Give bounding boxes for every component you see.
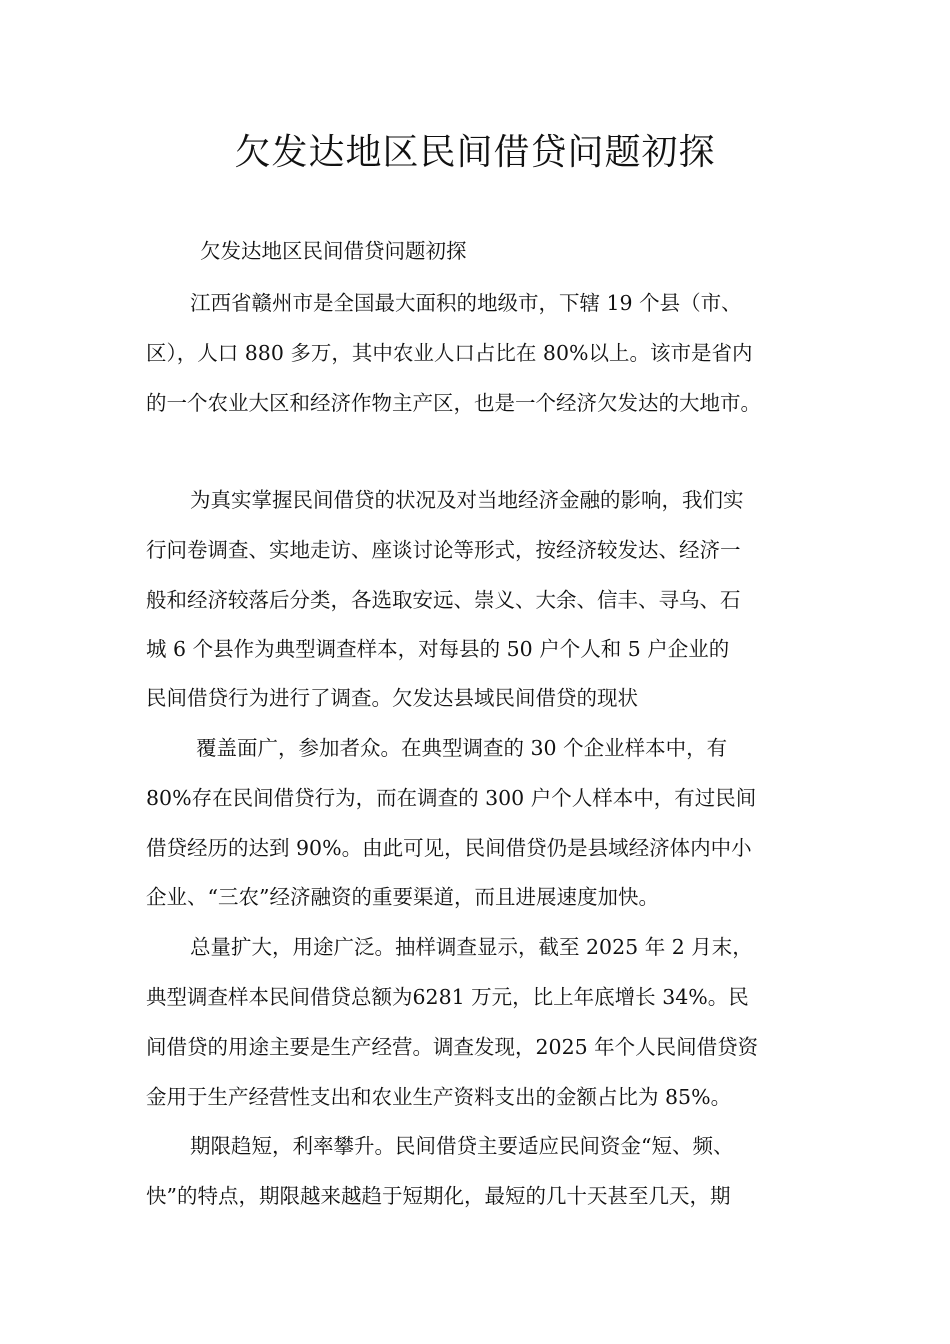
document-title: 欠发达地区民间借贷问题初探 [234, 132, 716, 173]
paragraph-line: 般和经济较落后分类，各选取安远、崇义、大余、信丰、寻乌、石 [146, 588, 741, 612]
paragraph-line: 区），人口 880 多万，其中农业人口占比在 80%以上。该市是省内 [146, 341, 753, 365]
paragraph-line: 80%存在民间借贷行为，而在调查的 300 户个人样本中，有过民间 [146, 786, 757, 810]
paragraph-line: 间借贷的用途主要是生产经营。调查发现，2025 年个人民间借贷资 [146, 1035, 759, 1059]
paragraph-line: 民间借贷行为进行了调查。欠发达县域民间借贷的现状 [146, 686, 638, 710]
paragraph-line: 快”的特点，期限越来越趋于短期化，最短的几十天甚至几天，期 [146, 1184, 731, 1208]
paragraph-line: 覆盖面广，参加者众。在典型调查的 30 个企业样本中，有 [196, 736, 728, 760]
paragraph-line: 为真实掌握民间借贷的状况及对当地经济金融的影响，我们实 [190, 488, 744, 512]
paragraph-line: 期限趋短，利率攀升。民间借贷主要适应民间资金“短、频、 [190, 1134, 734, 1158]
subtitle-line: 欠发达地区民间借贷问题初探 [200, 239, 467, 263]
paragraph-line: 行问卷调查、实地走访、座谈讨论等形式，按经济较发达、经济一 [146, 538, 741, 562]
paragraph-line: 借贷经历的达到 90%。由此可见，民间借贷仍是县域经济体内中小 [146, 836, 752, 860]
paragraph-line: 城 6 个县作为典型调查样本，对每县的 50 户个人和 5 户企业的 [146, 637, 730, 661]
paragraph-line: 金用于生产经营性支出和农业生产资料支出的金额占比为 85%。 [146, 1085, 732, 1109]
paragraph-line: 江西省赣州市是全国最大面积的地级市，下辖 19 个县（市、 [190, 291, 742, 315]
paragraph-line: 的一个农业大区和经济作物主产区，也是一个经济欠发达的大地市。 [146, 391, 761, 415]
paragraph-line: 总量扩大，用途广泛。抽样调查显示，截至 2025 年 2 月末， [190, 935, 753, 959]
paragraph-line: 企业、“三农”经济融资的重要渠道，而且进展速度加快。 [146, 885, 659, 909]
paragraph-line: 典型调查样本民间借贷总额为6281 万元，比上年底增长 34%。民 [146, 985, 749, 1009]
